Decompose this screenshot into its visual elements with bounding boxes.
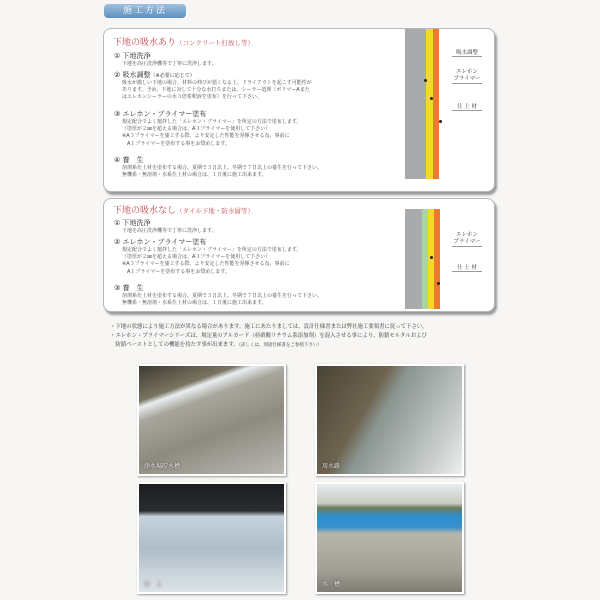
title-note: （コンクリート打放し等）	[176, 39, 254, 47]
note: ・エレホン・プライマーシリーズは、規定量のアルカード（亜硝酸リチウム系添加剤）を混入させる事により、防錆モルタルおよび	[110, 333, 427, 339]
step-head: ③ 養 生	[114, 284, 144, 292]
title-text: 下地の吸水あり	[113, 38, 177, 48]
photo-water-tank-plant	[137, 364, 286, 476]
substrate-layer	[405, 209, 422, 309]
note: ・下地の状態により施工方法が異なる場合があります。施工にあたりましては、設計仕様書または弊社施工要領書に従って下さい。	[110, 324, 428, 330]
primer-layer	[426, 29, 433, 179]
step-body: 規定配合でよく撹拌した「エレホン・プライマー」を所定の方法で塗布します。 （塗厚が２㎜を超える場合は、A３プライマーを使用して下さい） ※A３プライマーを施工する際、より安定した性能を発揮させる為、事前に A１プライマーを塗布する事をお奨めします。	[122, 119, 302, 147]
marker	[424, 79, 427, 82]
photo-water-tank	[315, 482, 464, 594]
diagram-label: 仕 上 材	[452, 102, 482, 111]
step-head: ④ 養 生	[114, 156, 144, 164]
finish-layer	[434, 209, 440, 309]
section-absorbent	[103, 28, 495, 192]
title-text: 下地の吸水なし	[113, 206, 177, 216]
step-body: 規定配合でよく撹拌した「エレホン・プライマー」を所定の方法で塗布します。 （塗厚が２㎜を超える場合は、A３プライマーを使用して下さい） ※A３プライマーを施工する際、より安定した性能を発揮させる為、事前に A１プライマーを塗布する事をお奨めします。	[122, 247, 302, 275]
photo-irrigation-channel	[315, 364, 464, 476]
step-note: （※必要に応じて）	[150, 73, 195, 79]
note	[110, 341, 495, 350]
section-title	[113, 203, 254, 216]
photo-caption: 屋 上	[144, 581, 163, 588]
title-note: （タイル下地・防水層等）	[176, 207, 254, 215]
step-body: 溶剤系仕上材を塗布する場合、夏期で３日以上、冬期で７日以上の養生を行って下さい。 無機系・無溶剤・水系仕上材の場合は、１日後に施工出来ます。	[122, 293, 323, 307]
step-body: 溶剤系仕上材を塗布する場合、夏期で３日以上、冬期で７日以上の養生を行って下さい。 無機系・無溶剤・水系仕上材の場合は、１日後に施工出来ます。	[122, 165, 323, 179]
section-tab: 施工方法	[104, 4, 186, 18]
step	[114, 155, 384, 179]
photo-rooftop	[137, 482, 286, 594]
diagram-label: エレホン プライマー	[453, 232, 481, 245]
step-head: ① 下地洗浄	[114, 219, 151, 227]
step-body: 下地を高圧洗浄機等で丁寧に洗浄します。	[122, 61, 217, 67]
marker	[430, 256, 433, 259]
marker	[439, 120, 442, 123]
step	[114, 51, 384, 68]
note-text: 防錆ペーストとしての機能を持たす事が出来ます。	[110, 342, 239, 348]
diagram-label: 仕 上 材	[452, 263, 482, 272]
layer-diagram	[405, 29, 439, 179]
step-head: ③ エレホン・プライマー塗布	[114, 110, 207, 118]
section-title	[113, 35, 254, 48]
step-head: ② 吸水調整	[114, 71, 151, 79]
step	[114, 218, 384, 235]
finish-layer	[433, 29, 439, 179]
step-head: ② エレホン・プライマー塗布	[114, 238, 207, 246]
step-body: 吸水が激しい下地の場合、材料の伸びが悪くなる上、ドライアウトを起こす可能性が あります。予め、下地に対して十分な水打ちまたは、シーラー処理（ポリマーAまた はエレホンシーラーの水３倍希釈液を塗布）を行って下さい。	[122, 80, 312, 101]
substrate-layer	[405, 29, 426, 179]
note-ref: （詳しくは、別途仕様書をご参照下さい）	[238, 343, 322, 348]
step	[114, 283, 384, 307]
step	[114, 237, 384, 276]
step-body: 下地を高圧洗浄機等で丁寧に洗浄します。	[122, 228, 217, 234]
step	[114, 70, 384, 102]
layer-diagram	[405, 209, 440, 309]
photo-caption: 用水路	[322, 463, 341, 470]
step	[114, 109, 384, 148]
step-head: ① 下地洗浄	[114, 52, 151, 60]
section-nonabsorbent	[103, 198, 495, 312]
photo-caption: 水 槽	[322, 581, 341, 588]
diagram-label: エレホン プライマー	[453, 69, 481, 82]
marker	[430, 97, 433, 100]
marker	[437, 282, 440, 285]
photo-caption: 浄水場貯水槽	[144, 463, 181, 470]
notes	[110, 323, 495, 350]
diagram-label: 吸水調整	[452, 48, 482, 57]
